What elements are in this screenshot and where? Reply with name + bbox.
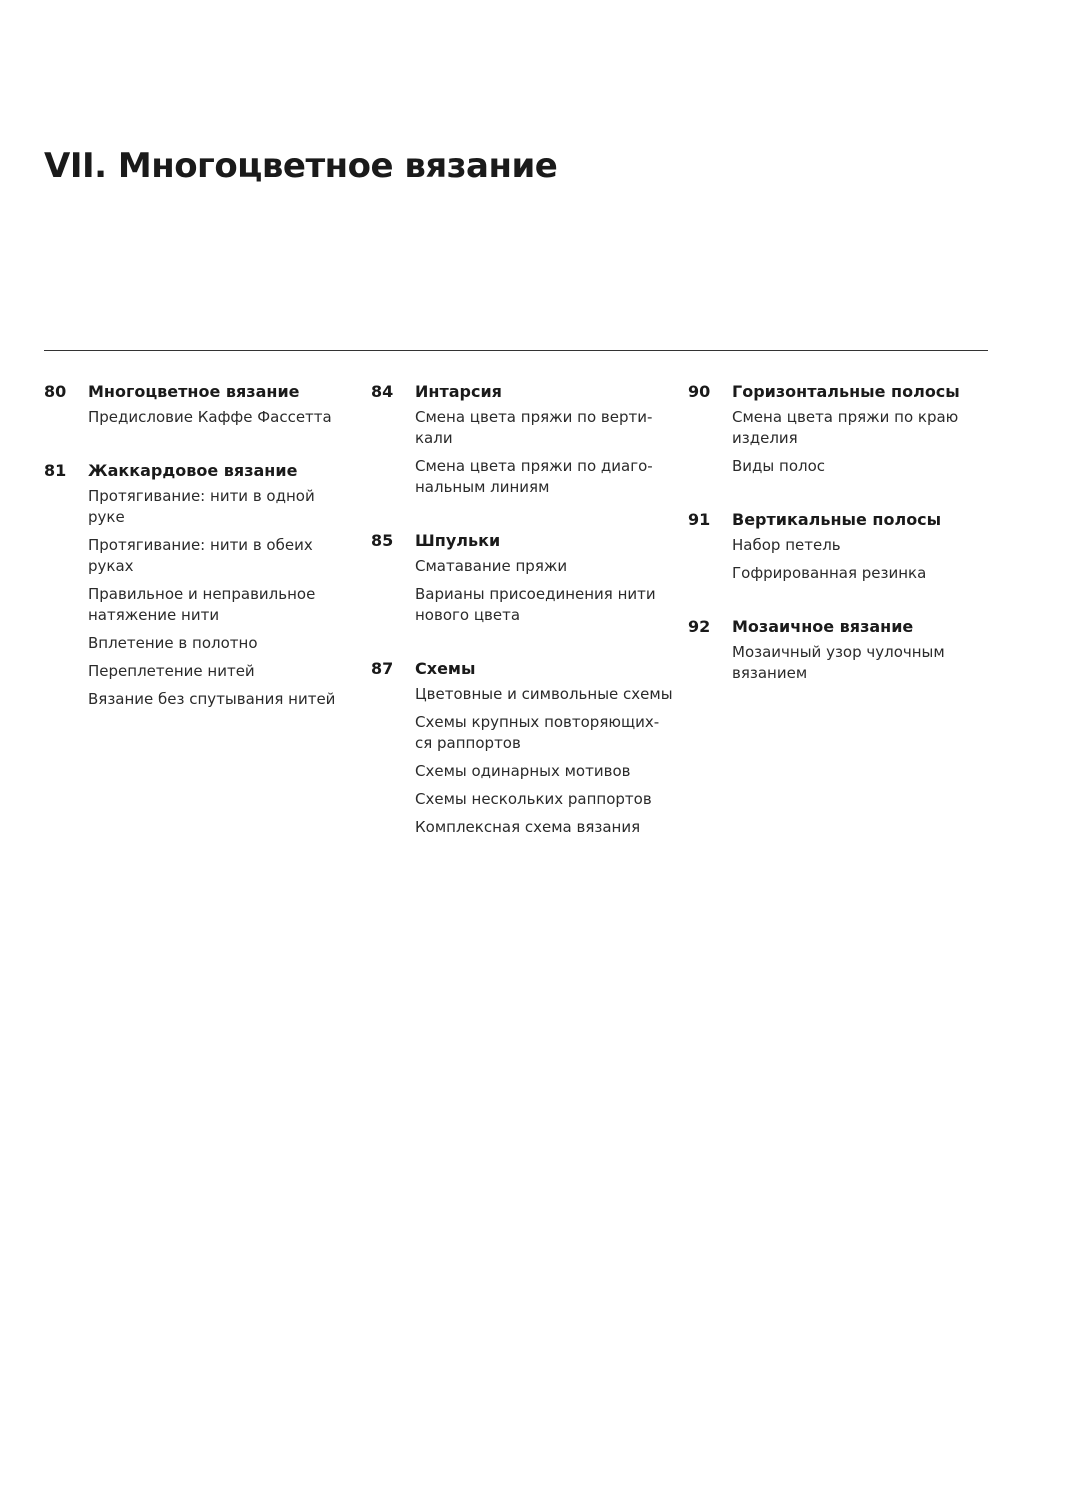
toc-item: Набор петель — [732, 536, 841, 554]
page-number: 85 — [371, 531, 394, 550]
page-number: 90 — [688, 382, 711, 401]
toc-column-2 — [371, 380, 676, 869]
toc-column-1 — [44, 380, 344, 741]
section-heading: Жаккардовое вязание — [88, 461, 298, 480]
toc-item: Мозаичный узор чулочным вязанием — [732, 643, 945, 682]
section-heading: Вертикальные полосы — [732, 510, 942, 529]
toc-item: Варианы присоединения нити нового цвета — [415, 585, 656, 624]
toc-item: Протягивание: нити в одной руке — [88, 487, 315, 526]
section-heading: Горизонтальные полосы — [732, 382, 960, 401]
toc-item: Виды полос — [732, 457, 826, 475]
toc-section — [688, 380, 978, 484]
section-heading: Схемы — [415, 659, 476, 678]
toc-item: Протягивание: нити в обеих руках — [88, 536, 313, 575]
section-heading: Мозаичное вязание — [732, 617, 914, 636]
toc-item: Правильное и неправильное натяжение нити — [88, 585, 316, 624]
toc-column-3 — [688, 380, 978, 715]
page-number: 91 — [688, 510, 711, 529]
toc-item: Схемы нескольких раппортов — [415, 790, 652, 808]
toc-item: Схемы крупных повторяющих-ся раппортов — [415, 713, 660, 752]
toc-item: Гофрированная резинка — [732, 564, 927, 582]
toc-item: Схемы одинарных мотивов — [415, 762, 631, 780]
toc-section — [44, 459, 344, 717]
toc-item: Вплетение в полотно — [88, 634, 258, 652]
page-number: 80 — [44, 382, 67, 401]
toc-item: Цветовные и символьные схемы — [415, 685, 673, 703]
toc-section — [688, 615, 978, 691]
section-heading: Интарсия — [415, 382, 502, 401]
toc-item: Сматавание пряжи — [415, 557, 568, 575]
toc-item: Смена цвета пряжи по краю изделия — [732, 408, 959, 447]
toc-item: Вязание без спутывания нитей — [88, 690, 336, 708]
toc-item: Смена цвета пряжи по диаго-нальным линиям — [415, 457, 653, 496]
page-number: 87 — [371, 659, 394, 678]
page-number: 81 — [44, 461, 67, 480]
toc-section — [371, 380, 676, 505]
toc-item: Переплетение нитей — [88, 662, 255, 680]
toc-item: Предисловие Каффе Фассетта — [88, 408, 332, 426]
section-heading: Многоцветное вязание — [88, 382, 300, 401]
toc-section — [688, 508, 978, 591]
chapter-title: VII. Многоцветное вязание — [44, 146, 558, 186]
page-number: 92 — [688, 617, 711, 636]
toc-section — [44, 380, 344, 435]
divider-rule — [44, 350, 988, 351]
page-number: 84 — [371, 382, 394, 401]
section-heading: Шпульки — [415, 531, 501, 550]
toc-item: Смена цвета пряжи по верти-кали — [415, 408, 653, 447]
toc-item: Комплексная схема вязания — [415, 818, 641, 836]
toc-section — [371, 657, 676, 845]
toc-section — [371, 529, 676, 633]
